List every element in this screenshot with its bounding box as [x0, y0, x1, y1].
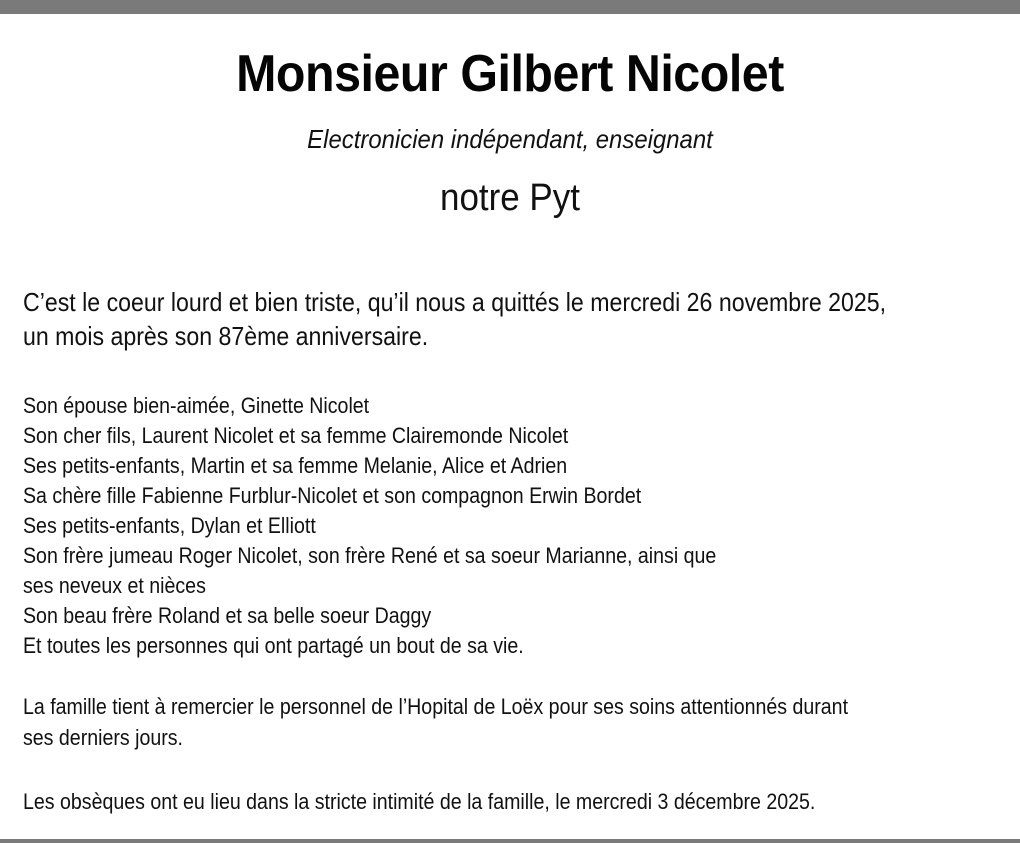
thanks-line: ses derniers jours. [23, 725, 183, 750]
family-member-line: Et toutes les personnes qui ont partagé un bout de sa vie. [23, 633, 524, 658]
bottom-border-bar [0, 839, 1020, 843]
family-member-line: Ses petits-enfants, Martin et sa femme Melanie, Alice et Adrien [23, 453, 568, 478]
funeral-paragraph: Les obsèques ont eu lieu dans la stricte intimité de la famille, le mercredi 3 décembre 2025. [23, 789, 816, 814]
thanks-paragraph [23, 691, 993, 753]
family-member-line: Son beau frère Roland et sa belle soeur Daggy [23, 603, 432, 628]
family-member-line: Son cher fils, Laurent Nicolet et sa femme Clairemonde Nicolet [23, 423, 569, 448]
deceased-name: Monsieur Gilbert Nicolet [236, 45, 784, 103]
top-border-bar [0, 0, 1020, 14]
nickname: notre Pyt [440, 177, 580, 219]
profession-subtitle: Electronicien indépendant, enseignant [307, 124, 713, 154]
family-list [23, 391, 913, 661]
family-member-line: Sa chère fille Fabienne Furblur-Nicolet et son compagnon Erwin Bordet [23, 483, 642, 508]
family-member-line: ses neveux et nièces [23, 573, 206, 598]
announcement-paragraph [23, 285, 913, 353]
thanks-line: La famille tient à remercier le personnel de l’Hopital de Loëx pour ses soins attentionnés durant [23, 694, 849, 719]
family-member-line: Ses petits-enfants, Dylan et Elliott [23, 513, 316, 538]
announcement-line: C’est le coeur lourd et bien triste, qu’il nous a quittés le mercredi 26 novembre 2025, [23, 287, 887, 317]
family-member-line: Son frère jumeau Roger Nicolet, son frère René et sa soeur Marianne, ainsi que [23, 543, 717, 568]
family-member-line: Son épouse bien-aimée, Ginette Nicolet [23, 393, 370, 418]
announcement-line: un mois après son 87ème anniversaire. [23, 321, 429, 351]
